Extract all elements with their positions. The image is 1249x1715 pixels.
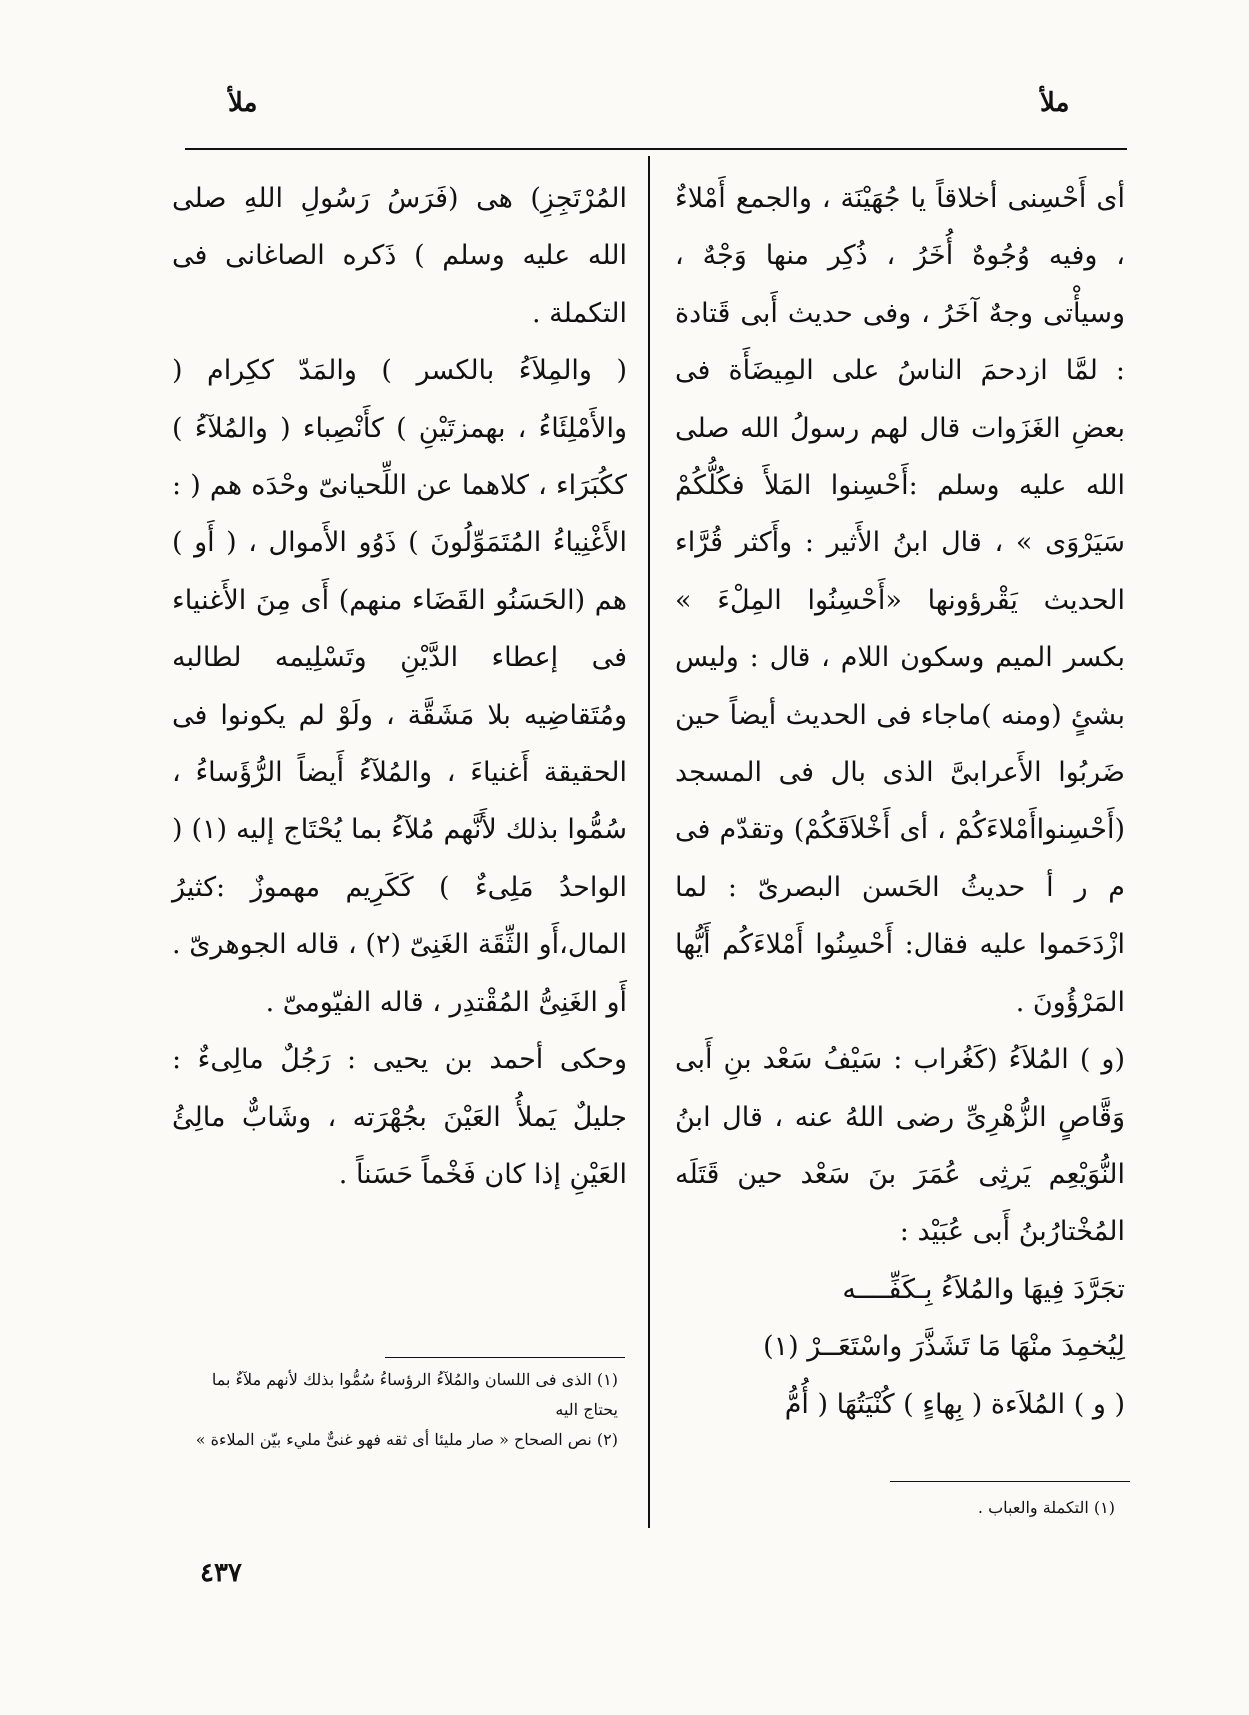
right-footnote-1: (١) التكملة والعباب . [977, 1498, 1115, 1517]
footnote-rule-right [890, 1481, 1130, 1482]
page-number: ٤٣٧ [200, 1558, 242, 1588]
left-footnote-1: (١) الذى فى اللسان والمُلآءُ الرؤساءُ سُمُّوا بذلك لأنهم ملآءٌ بما يحتاج اليه [211, 1370, 618, 1419]
left-footnotes [178, 1365, 618, 1455]
header-rule [185, 148, 1127, 150]
running-head-left: ملأ [228, 88, 258, 118]
left-paragraph-1: المُرْتَجِزِ) هى (فَرَسُ رَسُولِ اللهِ صلى الله عليه وسلم ) ذَكره الصاغانى فى التكملة . [172, 183, 627, 329]
left-paragraph-3: وحكى أحمد بن يحيى : رَجُلٌ مالِىءٌ : جليلٌ يَملأُ العَيْنَ بجُهْرَته ، وشَابٌّ مالِئُ العَيْنِ إذا كان فَخْماً حَسَناً . [172, 1044, 627, 1190]
right-paragraph-2: (و ) المُلاَءُ (كَغُراب : سَيْفُ سَعْد بنِ أَبى وَقَّاصٍ الزُّهْرِىِّ رضى اللهُ عنه ، قال ابنُ النُّوَيْعِم يَرثِى عُمَرَ بنَ سَعْد حين قَتَلَه المُخْتارُبنُ أَبى عُبَيْد : [675, 1044, 1125, 1248]
verse-line-2: لِيُخمِدَ منْهَا مَا تَشَذَّرَ واسْتَعَــرْ (١) [763, 1331, 1125, 1363]
right-last-line: ( و ) المُلاَءة ( بِهاءٍ ) كُنْيَتُهَا ( أُمُّ [784, 1388, 1125, 1420]
column-divider [648, 156, 650, 1528]
right-footnotes [675, 1493, 1115, 1523]
footnote-rule-left [385, 1357, 625, 1358]
right-paragraph-1: أى أَحْسِنى أخلاقاً يا جُهَيْنَة ، والجمع أَمْلاءٌ ، وفيه وُجُوهٌ أُخَرُ ، ذُكِر منها وَجْهٌ ، وسيأْتى وجهٌ آخَرُ ، وفى حديث أَبى قَتادة : لمَّا ازدحمَ الناسُ على المِيضَأَة فى بعضِ الغَزَوات قال لهم رسولُ الله صلى الله عليه وسلم :أَحْسِنوا المَلأَ فكُلُّكُمْ سَيَرْوَى » ، قال ابنُ الأَثير : وأَكثر قُرَّاء الحديث يَقْرؤونها «أَحْسِنُوا المِلْءَ » بكسر الميم وسكون اللام ، قال : وليس بشئٍ (ومنه )ماجاء فى الحديث أيضاً حين ضَربُوا الأَعرابىَّ الذى بال فى المسجد (أَحْسِنواأَمْلاءَكُمْ ، أى أَخْلاَقَكُمْ) وتقدّم فى م ر أ حديثُ الحَسن البصرىّ : لما ازْدَحَموا عليه فقال: أَحْسِنُوا أَمْلاءَكُم أَيُّها المَرْؤُونَ . [675, 183, 1126, 1018]
left-paragraph-2: ( والمِلاَءُ بالكسر ) والمَدّ ككِرام ( والأَمْلِئَاءُ ، بهمزتَيْنِ ) كأَنْصِباء ( والمُلآءُ ) ككُبَرَاء ، كلاهما عن اللِّحيانىّ وحْدَه هم ( : الأَغْنِياءُ المُتَمَوِّلُونَ ) ذَوُو الأَموال ، ( أَو ) هم (الحَسَنُو القَضَاء منهم) أَى مِنَ الأَغنياء فى إعطاء الدَّيْنِ وتَسْلِيمه لطالبه ومُتَقاضِيه بلا مَشَقَّة ، ولَوْ لم يكونوا فى الحقيقة أَغنياءَ ، والمُلآءُ أَيضاً الرُّؤَساءُ ، سُمُّوا بذلك لأَنَّهم مُلآءُ بما يُحْتَاج إليه (١) ( الواحدُ مَلِىءٌ ) كَكَرِيم مهموزٌ :كثيرُ المال،أَو الثِّقَة الغَنِىّ (٢) ، قاله الجوهرىّ . أَو الغَنِىُّ المُقْتدِر ، قاله الفيّومىّ . [172, 355, 627, 1018]
left-column [172, 170, 627, 1203]
running-head-right: ملأ [1040, 88, 1070, 118]
verse-line-1: تجَرَّدَ فِيهَا والمُلاَءُ بِـكَفِّــــه [842, 1273, 1125, 1305]
right-column [675, 170, 1125, 1433]
left-footnote-2: (٢) نص الصحاح « صار مليئا أى ثقه فهو غنىٌّ مليء بيّن الملاءة » [195, 1430, 618, 1449]
